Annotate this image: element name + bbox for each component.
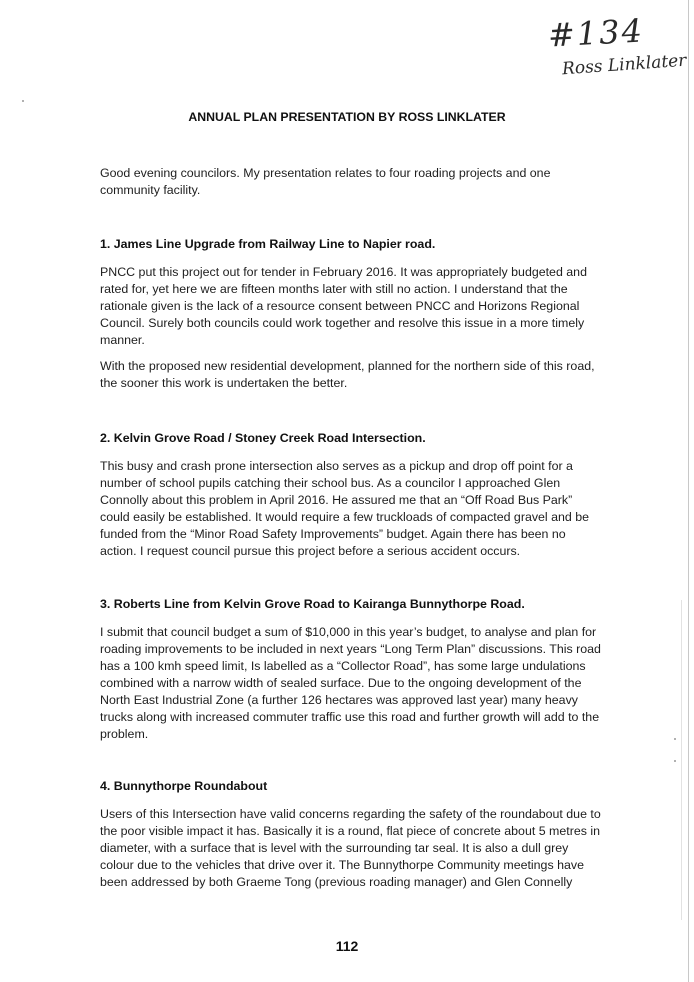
scan-edge-line [688, 0, 689, 982]
scan-edge-line-faint [681, 600, 682, 920]
scan-speck [22, 100, 24, 102]
scan-speck [674, 738, 676, 740]
section-1-heading: 1. James Line Upgrade from Railway Line to Napier road. [100, 237, 436, 251]
section-2-paragraph-1: This busy and crash prone intersection also serves as a pickup and drop off point for a number of school pupils catching their school bus. As a councilor I approached Glen Connolly about this problem in April 2016. He assured me that an “Off Road Bus Park” could easily be established. It would require a few truckloads of compacted gravel and be funded from the “Minor Road Safety Improvements” budget. Again there has been no action. I request council pursue this project before a serious accident occurs. [100, 459, 590, 558]
page-number: 112 [335, 938, 359, 954]
intro-paragraph: Good evening councilors. My presentation relates to four roading projects and one community facility. [100, 166, 551, 197]
scan-speck [674, 760, 676, 762]
handwritten-signature-name: Ross Linklater [561, 50, 688, 80]
section-4-paragraph-1: Users of this Intersection have valid concerns regarding the safety of the roundabout due to the poor visible impact it has. Basically it is a round, flat piece of concrete about 5 metres in diameter, with a surface that is level with the surrounding tar seal. It is also a dull grey colour due to the vehicles that drive over it. The Bunnythorpe Community meetings have been addressed by both Graeme Tong (previous roading manager) and Glen Connelly [100, 807, 601, 889]
section-1-paragraph-1: PNCC put this project out for tender in February 2016. It was appropriately budgeted and rated for, yet here we are fifteen months later with still no action. I understand that the rationale given is the lack of a resource consent between PNCC and Horizons Regional Council. Surely both councils could work together and resolve this issue in a more timely manner. [100, 265, 587, 347]
section-2-heading: 2. Kelvin Grove Road / Stoney Creek Road Intersection. [100, 431, 426, 445]
handwritten-submission-number: #134 [547, 11, 645, 55]
document-title: ANNUAL PLAN PRESENTATION BY ROSS LINKLATER [188, 110, 506, 124]
section-3-paragraph-1: I submit that council budget a sum of $10,000 in this year’s budget, to analyse and plan for roading improvements to be included in next years “Long Term Plan” discussions. This road has a 100 kmh speed limit, Is labelled as a “Collector Road”, has some large undulations combined with a narrow width of sealed surface. Due to the ongoing development of the North East Industrial Zone (a further 126 hectares was approved last year) many heavy trucks along with increased commuter traffic use this road and further growth will add to the problem. [100, 625, 601, 741]
section-1-paragraph-2: With the proposed new residential development, planned for the northern side of this road, the sooner this work is undertaken the better. [100, 359, 595, 390]
section-4-heading: 4. Bunnythorpe Roundabout [100, 779, 268, 793]
section-3-heading: 3. Roberts Line from Kelvin Grove Road to Kairanga Bunnythorpe Road. [100, 597, 525, 611]
